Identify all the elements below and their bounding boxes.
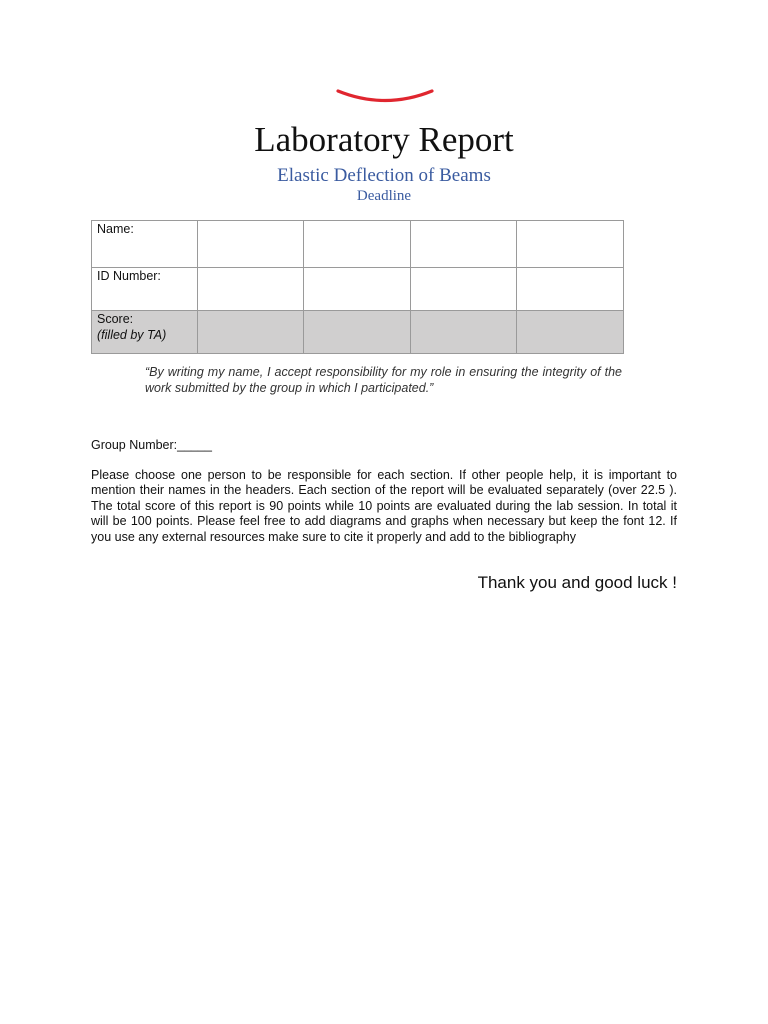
name-label: Name:: [97, 222, 134, 236]
id-number-label: ID Number:: [97, 269, 161, 283]
group-number-field[interactable]: Group Number:_____: [91, 438, 212, 452]
score-label: Score:: [97, 312, 134, 326]
table-row-score: [92, 311, 624, 354]
id-number-cell[interactable]: [198, 268, 304, 311]
table-row-id-number: [92, 268, 624, 311]
red-arc-logo-icon: [336, 88, 434, 106]
score-cell: [304, 311, 411, 354]
closing-message: Thank you and good luck !: [477, 573, 677, 592]
id-number-cell[interactable]: [517, 268, 624, 311]
score-cell: [411, 311, 517, 354]
name-cell[interactable]: [198, 221, 304, 268]
score-cell: [517, 311, 624, 354]
score-note: (filled by TA): [97, 328, 167, 342]
name-cell[interactable]: [411, 221, 517, 268]
name-cell[interactable]: [517, 221, 624, 268]
report-subtitle: Elastic Deflection of Beams: [277, 165, 491, 186]
integrity-statement: “By writing my name, I accept responsibility for my role in ensuring the integrity of the work submitted by the group in which I participated.”: [145, 365, 622, 395]
name-label-cell: [92, 221, 198, 268]
id-number-label-cell: [92, 268, 198, 311]
id-number-cell[interactable]: [304, 268, 411, 311]
deadline-label: Deadline: [356, 188, 412, 204]
report-title: Laboratory Report: [254, 120, 514, 159]
instructions-paragraph: Please choose one person to be responsible for each section. If other people help, it is important to mention their names in the headers. Each section of the report will be evaluated separately (over 22.5 ). The total score of this report is 90 points while 10 points are evaluated during the lab session. In total it will be 100 points. Please feel free to add diagrams and graphs when necessary but keep the font 12. If you use any external resources make sure to cite it properly and add to the bibliography: [91, 468, 677, 544]
table-row-name: [92, 221, 624, 268]
name-cell[interactable]: [304, 221, 411, 268]
id-number-cell[interactable]: [411, 268, 517, 311]
score-label-cell: [92, 311, 198, 354]
score-cell: [198, 311, 304, 354]
group-members-table: [91, 220, 624, 354]
